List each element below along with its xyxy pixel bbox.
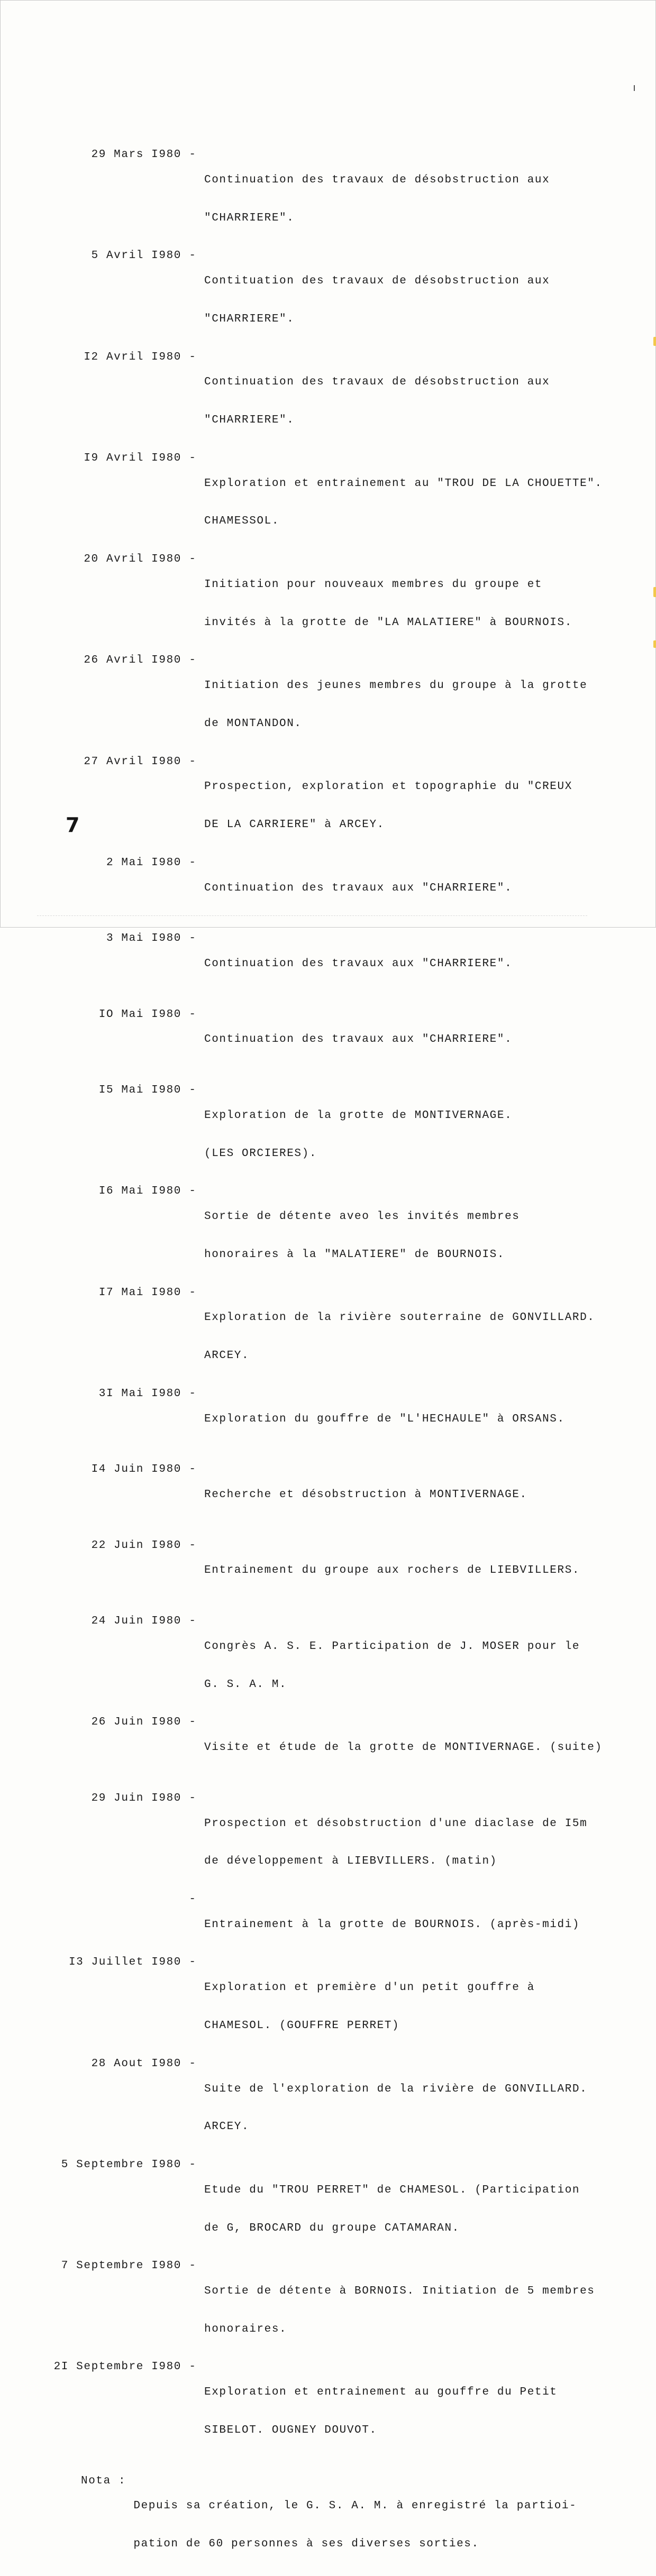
nota-block xyxy=(0,2475,656,2576)
entry-description xyxy=(204,654,587,755)
entry-date: I9 Avril I980 xyxy=(84,452,181,464)
log-entry xyxy=(0,2260,656,2361)
entry-date: 7 Septembre I980 xyxy=(61,2260,181,2272)
log-entry xyxy=(0,1792,656,1893)
entry-line: Congrès A. S. E. Participation de J. MOSER pour le xyxy=(204,1640,580,1653)
entry-description xyxy=(204,2361,558,2462)
entry-date: 29 Mars I980 xyxy=(91,149,181,161)
entry-description xyxy=(204,1009,512,1072)
log-entry xyxy=(0,1615,656,1716)
entry-date: 20 Avril I980 xyxy=(84,553,181,565)
entry-line: SIBELOT. OUGNEY DOUVOT. xyxy=(204,2424,377,2437)
log-entry xyxy=(0,351,656,452)
log-entry xyxy=(0,1463,656,1527)
nota-line: Depuis sa création, le G. S. A. M. à enregistré la partioi- xyxy=(133,2500,577,2513)
entry-line: Initiation des jeunes membres du groupe à la grotte xyxy=(204,680,588,692)
entry-description xyxy=(204,756,572,857)
entry-line: Entrainement à la grotte de BOURNOIS. (après-midi) xyxy=(204,1918,580,1931)
entry-description xyxy=(204,2058,587,2159)
entry-description xyxy=(204,2159,580,2260)
entry-line: Exploration et entrainement au "TROU DE LA CHOUETTE". xyxy=(204,477,603,490)
entry-line: "CHARRIERE". xyxy=(204,212,295,224)
entry-description xyxy=(204,932,512,996)
entry-date: 26 Avril I980 xyxy=(84,654,181,667)
entry-date: I3 Juillet I980 xyxy=(68,1956,181,1969)
entry-line: Continuation des travaux aux "CHARRIERE". xyxy=(204,957,513,970)
entry-separator: - xyxy=(189,1008,197,1021)
log-entry xyxy=(0,1185,656,1286)
log-entry xyxy=(0,452,656,553)
log-entry xyxy=(0,1956,656,2057)
log-entry xyxy=(0,1716,656,1780)
entry-separator: - xyxy=(189,1185,197,1198)
entry-date: 24 Juin I980 xyxy=(91,1615,181,1628)
entry-line: Exploration de la rivière souterraine de GONVILLARD. xyxy=(204,1312,595,1324)
entry-separator: - xyxy=(189,1286,197,1299)
entry-line: Visite et étude de la grotte de MONTIVERNAGE. (suite) xyxy=(204,1741,603,1754)
log-entry xyxy=(0,553,656,654)
entry-line: Continuation des travaux aux "CHARRIERE". xyxy=(204,882,513,894)
entry-separator: - xyxy=(189,1792,197,1804)
entry-separator: - xyxy=(189,250,197,262)
entry-separator: - xyxy=(189,452,197,464)
entry-separator: - xyxy=(189,351,197,363)
entry-line: de G, BROCARD du groupe CATAMARAN. xyxy=(204,2222,460,2234)
entry-line: Continuation des travaux de désobstruction aux xyxy=(204,376,550,389)
entry-separator: - xyxy=(189,2057,197,2070)
entry-date: 22 Juin I980 xyxy=(91,1539,181,1552)
entry-line: honoraires. xyxy=(204,2323,287,2335)
entry-description xyxy=(204,1615,580,1716)
entry-date: 5 Septembre I980 xyxy=(61,2158,181,2171)
entry-line: honoraires à la "MALATIERE" de BOURNOIS. xyxy=(204,1248,505,1261)
entry-line: Exploration et première d'un petit gouffre à xyxy=(204,1982,535,1994)
entry-description xyxy=(204,2260,595,2361)
entry-line: G. S. A. M. xyxy=(204,1678,287,1691)
entry-separator: - xyxy=(189,856,197,869)
entry-separator: - xyxy=(189,2260,197,2272)
entry-date: I7 Mai I980 xyxy=(98,1286,181,1299)
entry-description xyxy=(204,1539,580,1603)
entry-description xyxy=(204,553,572,654)
entry-date: 27 Avril I980 xyxy=(84,755,181,768)
log-entry xyxy=(0,1388,656,1451)
entry-line: Exploration de la grotte de MONTIVERNAGE. xyxy=(204,1109,513,1122)
entry-description xyxy=(204,1956,535,2057)
log-entry xyxy=(0,1084,656,1185)
entry-line: Initiation pour nouveaux membres du groupe et xyxy=(204,578,543,591)
page-number: 7 xyxy=(66,813,80,837)
entry-line: Recherche et désobstruction à MONTIVERNAGE. xyxy=(204,1489,527,1501)
entry-separator: - xyxy=(189,2361,197,2373)
log-entry xyxy=(0,2159,656,2260)
log-entry xyxy=(0,250,656,351)
entry-separator: - xyxy=(189,1893,197,1905)
entry-line: CHAMESOL. (GOUFFRE PERRET) xyxy=(204,2020,400,2032)
entry-date: I6 Mai I980 xyxy=(98,1185,181,1198)
entry-line: Sortie de détente aveo les invités membres xyxy=(204,1211,520,1223)
entry-description xyxy=(204,351,550,452)
log-entry xyxy=(0,1539,656,1603)
log-entry xyxy=(0,756,656,857)
entry-line: Exploration du gouffre de "L'HECHAULE" à ORSANS. xyxy=(204,1413,565,1425)
log-entry xyxy=(0,2361,656,2462)
entry-description xyxy=(204,149,550,250)
entry-line: ARCEY. xyxy=(204,2121,250,2133)
entry-description xyxy=(204,857,512,920)
entry-date: 26 Juin I980 xyxy=(91,1716,181,1729)
entry-separator: - xyxy=(189,553,197,565)
entry-line: Sortie de détente à BORNOIS. Initiation de 5 membres xyxy=(204,2285,595,2298)
entry-separator: - xyxy=(189,2158,197,2171)
entry-separator: - xyxy=(189,1956,197,1969)
activity-log xyxy=(0,149,656,2576)
entry-line: de développement à LIEBVILLERS. (matin) xyxy=(204,1855,497,1868)
entry-line: Entrainement du groupe aux rochers de LIEBVILLERS. xyxy=(204,1564,580,1577)
entry-date: 2 Mai I980 xyxy=(106,856,181,869)
entry-line: Etude du "TROU PERRET" de CHAMESOL. (Participation xyxy=(204,2184,580,2196)
entry-line: Continuation des travaux aux "CHARRIERE". xyxy=(204,1033,513,1046)
entry-date: 3I Mai I980 xyxy=(98,1387,181,1400)
entry-date: 28 Aout I980 xyxy=(91,2057,181,2070)
entry-description xyxy=(204,1893,580,1957)
entry-description xyxy=(204,1287,595,1388)
entry-line: (LES ORCIERES). xyxy=(204,1147,317,1160)
entry-separator: - xyxy=(189,1387,197,1400)
entry-line: "CHARRIERE". xyxy=(204,313,295,325)
log-entry-continuation xyxy=(0,1893,656,1957)
entry-description xyxy=(204,452,603,553)
entry-line: DE LA CARRIERE" à ARCEY. xyxy=(204,819,385,831)
log-entry xyxy=(0,932,656,996)
entry-date: 3 Mai I980 xyxy=(106,932,181,945)
entry-line: de MONTANDON. xyxy=(204,717,302,730)
entry-line: "CHARRIERE". xyxy=(204,414,295,427)
entry-line: Contituation des travaux de désobstruction aux xyxy=(204,275,550,288)
entry-line: Continuation des travaux de désobstruction aux xyxy=(204,173,550,186)
entry-description xyxy=(204,1388,565,1451)
entry-description xyxy=(204,1463,527,1527)
entry-date: 29 Juin I980 xyxy=(91,1792,181,1804)
entry-separator: - xyxy=(189,149,197,161)
entry-date: I5 Mai I980 xyxy=(98,1084,181,1097)
entry-date: 2I Septembre I980 xyxy=(53,2361,181,2373)
entry-description xyxy=(204,250,550,351)
scan-mark xyxy=(634,85,635,91)
entry-date: 5 Avril I980 xyxy=(91,250,181,262)
entry-description xyxy=(204,1792,587,1893)
log-entry xyxy=(0,1009,656,1072)
nota-line: pation de 60 personnes à ses diverses sorties. xyxy=(133,2538,479,2551)
log-entry xyxy=(0,1287,656,1388)
nota-label: Nota : xyxy=(81,2474,126,2487)
entry-line: ARCEY. xyxy=(204,1350,250,1362)
entry-description xyxy=(204,1084,512,1185)
entry-separator: - xyxy=(189,654,197,667)
entry-line: CHAMESSOL. xyxy=(204,515,280,528)
entry-date: I4 Juin I980 xyxy=(91,1463,181,1476)
entry-separator: - xyxy=(189,932,197,945)
entry-separator: - xyxy=(189,1463,197,1476)
log-entry xyxy=(0,149,656,250)
entry-separator: - xyxy=(189,1084,197,1097)
entry-separator: - xyxy=(189,755,197,768)
nota-text xyxy=(133,2475,577,2576)
entry-line: Suite de l'exploration de la rivière de GONVILLARD. xyxy=(204,2083,588,2095)
log-entry xyxy=(0,857,656,920)
entry-description xyxy=(204,1185,520,1286)
entry-separator: - xyxy=(189,1539,197,1552)
log-entry xyxy=(0,654,656,755)
entry-line: Exploration et entrainement au gouffre du Petit xyxy=(204,2386,558,2399)
entry-line: Prospection et désobstruction d'une diaclase de I5m xyxy=(204,1817,588,1830)
entry-separator: - xyxy=(189,1615,197,1628)
entry-date: IO Mai I980 xyxy=(98,1008,181,1021)
entry-line: Prospection, exploration et topographie du "CREUX xyxy=(204,781,572,793)
entry-description xyxy=(204,1716,603,1780)
entry-date: I2 Avril I980 xyxy=(84,351,181,363)
entry-separator: - xyxy=(189,1716,197,1729)
log-entry xyxy=(0,2058,656,2159)
entry-line: invités à la grotte de "LA MALATIERE" à BOURNOIS. xyxy=(204,616,572,629)
